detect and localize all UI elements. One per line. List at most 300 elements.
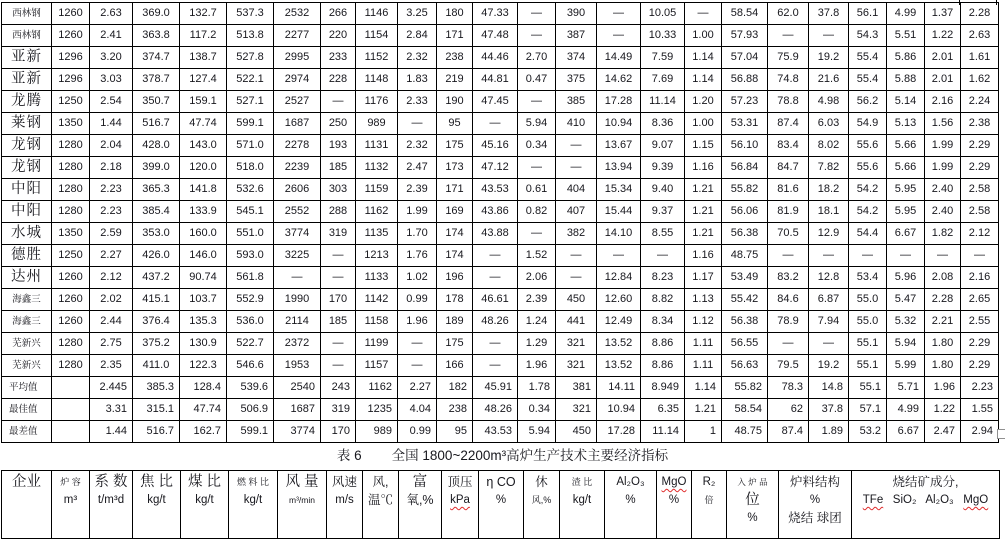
value-cell[interactable]: 415.1 [133,289,180,311]
value-cell[interactable]: 141.8 [180,179,227,201]
value-cell[interactable]: — [768,25,809,47]
value-cell[interactable]: — [641,245,685,267]
value-cell[interactable]: 3.31 [90,399,133,421]
value-cell[interactable]: 321 [556,333,597,355]
enterprise-name-cell[interactable]: 中阳 [2,201,52,223]
value-cell[interactable]: 2239 [274,157,321,179]
value-cell[interactable]: 174 [437,223,473,245]
value-cell[interactable]: 219 [437,69,473,91]
value-cell[interactable]: 190 [437,91,473,113]
value-cell[interactable]: 78.9 [768,311,809,333]
value-cell[interactable]: 2.12 [90,267,133,289]
value-cell[interactable]: 228 [321,69,356,91]
value-cell[interactable]: 17.28 [597,91,641,113]
value-cell[interactable]: 10.05 [641,3,685,25]
value-cell[interactable]: 407 [556,201,597,223]
value-cell[interactable]: 53.49 [722,267,768,289]
value-cell[interactable]: 56.2 [849,91,887,113]
value-cell[interactable]: 1280 [52,135,90,157]
value-cell[interactable]: 1953 [274,355,321,377]
header-cell-blast-speed[interactable] [327,471,363,539]
header-cell-mgo[interactable] [657,471,692,539]
value-cell[interactable]: 5.13 [887,113,925,135]
value-cell[interactable]: 2.16 [961,267,999,289]
value-cell[interactable]: 175 [437,135,473,157]
value-cell[interactable]: 551.0 [227,223,274,245]
value-cell[interactable]: 1.62 [961,69,999,91]
value-cell[interactable]: 8.86 [641,333,685,355]
value-cell[interactable]: — [473,245,518,267]
enterprise-name-cell[interactable]: 龙钢 [2,135,52,157]
value-cell[interactable]: 233 [321,47,356,69]
value-cell[interactable]: 1132 [356,157,398,179]
header-cell-eta-co[interactable] [479,471,524,539]
value-cell[interactable]: 47.12 [473,157,518,179]
value-cell[interactable]: 2.01 [925,47,961,69]
value-cell[interactable]: 55.4 [849,47,887,69]
value-cell[interactable]: 2.47 [925,421,961,443]
value-cell[interactable]: 1260 [52,289,90,311]
value-cell[interactable]: 57.04 [722,47,768,69]
value-cell[interactable]: 1687 [274,113,321,135]
header-cell-r2-basicity[interactable] [692,471,727,539]
enterprise-name-cell[interactable]: 亚新 [2,47,52,69]
value-cell[interactable]: 56.88 [722,69,768,91]
enterprise-name-cell[interactable]: 西林钢 [2,25,52,47]
value-cell[interactable]: 5.71 [887,377,925,399]
value-cell[interactable]: 1.52 [518,245,556,267]
value-cell[interactable]: 83.4 [768,135,809,157]
value-cell[interactable]: 2.63 [961,25,999,47]
value-cell[interactable]: 1.37 [925,3,961,25]
value-cell[interactable]: 2606 [274,179,321,201]
value-cell[interactable]: 162.7 [180,421,227,443]
value-cell[interactable]: 15.34 [597,179,641,201]
value-cell[interactable]: 135.3 [180,311,227,333]
value-cell[interactable]: 546.6 [227,355,274,377]
value-cell[interactable]: — [556,245,597,267]
value-cell[interactable]: 441 [556,311,597,333]
value-cell[interactable]: 79.5 [768,355,809,377]
value-cell[interactable]: 1.78 [518,377,556,399]
value-cell[interactable]: 428.0 [133,135,180,157]
value-cell[interactable]: 2.40 [925,179,961,201]
value-cell[interactable]: 146.0 [180,245,227,267]
value-cell[interactable]: 1.44 [90,113,133,135]
value-cell[interactable]: 56.38 [722,311,768,333]
value-cell[interactable]: 46.61 [473,289,518,311]
enterprise-name-cell[interactable]: 海鑫三 [2,289,52,311]
value-cell[interactable]: — [556,135,597,157]
value-cell[interactable]: 1350 [52,113,90,135]
value-cell[interactable]: 2.32 [398,135,437,157]
value-cell[interactable]: 2.02 [90,289,133,311]
header-cell-al2o3[interactable] [605,471,657,539]
value-cell[interactable]: 1131 [356,135,398,157]
value-cell[interactable]: 1.56 [925,113,961,135]
value-cell[interactable]: 411.0 [133,355,180,377]
value-cell[interactable]: 19.2 [809,355,849,377]
value-cell[interactable]: — [321,91,356,113]
value-cell[interactable]: 5.95 [887,201,925,223]
value-cell[interactable]: 1157 [356,355,398,377]
value-cell[interactable]: 1.76 [398,245,437,267]
value-cell[interactable]: 81.9 [768,201,809,223]
value-cell[interactable]: 989 [356,113,398,135]
value-cell[interactable]: 426.0 [133,245,180,267]
value-cell[interactable]: — [518,223,556,245]
value-cell[interactable]: 0.99 [398,289,437,311]
value-cell[interactable]: 43.88 [473,223,518,245]
enterprise-name-cell[interactable]: 水城 [2,223,52,245]
enterprise-name-cell[interactable]: 龙钢 [2,157,52,179]
value-cell[interactable]: 1.80 [925,333,961,355]
value-cell[interactable]: 1 [685,421,722,443]
value-cell[interactable]: — [556,267,597,289]
value-cell[interactable]: 56.06 [722,201,768,223]
value-cell[interactable]: 2.75 [90,333,133,355]
value-cell[interactable]: — [597,3,641,25]
value-cell[interactable]: — [473,333,518,355]
value-cell[interactable]: 315.1 [133,399,180,421]
value-cell[interactable]: — [398,355,437,377]
value-cell[interactable]: 2.01 [925,69,961,91]
value-cell[interactable]: 1.22 [925,399,961,421]
value-cell[interactable]: 1199 [356,333,398,355]
value-cell[interactable]: 13.94 [597,157,641,179]
value-cell[interactable]: 2.29 [961,157,999,179]
value-cell[interactable]: 83.2 [768,267,809,289]
value-cell[interactable] [52,399,90,421]
value-cell[interactable]: 522.7 [227,333,274,355]
value-cell[interactable]: 8.82 [641,289,685,311]
value-cell[interactable]: 350.7 [133,91,180,113]
header-cell-oxygen-enrichment[interactable] [399,471,442,539]
value-cell[interactable]: 1146 [356,3,398,25]
value-cell[interactable]: 5.94 [518,113,556,135]
value-cell[interactable]: 54.3 [849,25,887,47]
value-cell[interactable]: 3774 [274,421,321,443]
value-cell[interactable]: 44.81 [473,69,518,91]
value-cell[interactable]: 55.1 [849,355,887,377]
value-cell[interactable]: 1.96 [518,355,556,377]
value-cell[interactable]: — [887,245,925,267]
value-cell[interactable]: — [961,245,999,267]
value-cell[interactable]: 56.84 [722,157,768,179]
value-cell[interactable]: 9.07 [641,135,685,157]
value-cell[interactable]: 54.9 [849,113,887,135]
value-cell[interactable]: 13.52 [597,355,641,377]
value-cell[interactable]: 561.8 [227,267,274,289]
value-cell[interactable]: 173 [437,157,473,179]
value-cell[interactable]: — [809,25,849,47]
value-cell[interactable]: 319 [321,399,356,421]
value-cell[interactable]: 0.99 [398,421,437,443]
value-cell[interactable]: 2.44 [90,311,133,333]
value-cell[interactable]: 450 [556,289,597,311]
value-cell[interactable]: 57.93 [722,25,768,47]
value-cell[interactable]: 174 [437,245,473,267]
value-cell[interactable]: 1152 [356,47,398,69]
value-cell[interactable]: 4.99 [887,399,925,421]
header-cell-coke-ratio[interactable] [133,471,181,539]
value-cell[interactable]: 132.7 [180,3,227,25]
value-cell[interactable]: 3.03 [90,69,133,91]
value-cell[interactable]: — [473,267,518,289]
value-cell[interactable]: 2.28 [925,289,961,311]
value-cell[interactable]: 0.34 [518,135,556,157]
value-cell[interactable]: 57.1 [849,399,887,421]
value-cell[interactable]: 10.94 [597,113,641,135]
value-cell[interactable]: 180 [437,3,473,25]
value-cell[interactable]: 1.17 [685,267,722,289]
value-cell[interactable]: 6.35 [641,399,685,421]
value-cell[interactable]: 6.03 [809,113,849,135]
value-cell[interactable]: 382 [556,223,597,245]
value-cell[interactable]: 376.4 [133,311,180,333]
value-cell[interactable]: 2.40 [925,201,961,223]
value-cell[interactable]: 87.4 [768,421,809,443]
value-cell[interactable]: 84.6 [768,289,809,311]
value-cell[interactable]: 2.47 [398,157,437,179]
header-cell-furnace-volume[interactable] [52,471,90,539]
value-cell[interactable]: 2.41 [90,25,133,47]
value-cell[interactable]: 527.8 [227,47,274,69]
value-cell[interactable]: 1280 [52,333,90,355]
value-cell[interactable]: — [685,3,722,25]
value-cell[interactable]: 319 [321,223,356,245]
header-cell-blast-volume[interactable] [278,471,327,539]
enterprise-name-cell[interactable]: 平均值 [2,377,52,399]
value-cell[interactable]: 1.22 [925,25,961,47]
value-cell[interactable]: 18.2 [809,179,849,201]
value-cell[interactable]: — [321,355,356,377]
value-cell[interactable]: 1.16 [685,157,722,179]
value-cell[interactable]: 178 [437,289,473,311]
value-cell[interactable]: 2278 [274,135,321,157]
value-cell[interactable]: 53.2 [849,421,887,443]
value-cell[interactable]: 19.2 [809,47,849,69]
value-cell[interactable]: 552.9 [227,289,274,311]
value-cell[interactable]: 170 [321,421,356,443]
value-cell[interactable]: 13.67 [597,135,641,157]
header-cell-burden-structure[interactable] [779,471,852,539]
value-cell[interactable]: 0.61 [518,179,556,201]
value-cell[interactable]: 2.54 [90,91,133,113]
value-cell[interactable]: — [768,245,809,267]
value-cell[interactable]: 1.99 [925,157,961,179]
value-cell[interactable]: 14.11 [597,377,641,399]
value-cell[interactable]: 54.2 [849,201,887,223]
value-cell[interactable]: — [518,157,556,179]
value-cell[interactable]: 1350 [52,223,90,245]
value-cell[interactable]: 75.9 [768,47,809,69]
value-cell[interactable]: 8.23 [641,267,685,289]
value-cell[interactable]: — [849,245,887,267]
value-cell[interactable]: 48.75 [722,421,768,443]
value-cell[interactable]: 1250 [52,245,90,267]
value-cell[interactable]: 7.59 [641,47,685,69]
value-cell[interactable]: 1148 [356,69,398,91]
value-cell[interactable]: — [321,245,356,267]
value-cell[interactable]: 8.02 [809,135,849,157]
value-cell[interactable]: 2.24 [961,91,999,113]
enterprise-name-cell[interactable]: 芜新兴 [2,355,52,377]
value-cell[interactable]: 8.86 [641,355,685,377]
value-cell[interactable]: 175 [437,333,473,355]
value-cell[interactable]: 5.94 [518,421,556,443]
value-cell[interactable]: 1.11 [685,355,722,377]
value-cell[interactable]: 48.26 [473,311,518,333]
value-cell[interactable]: 5.47 [887,289,925,311]
value-cell[interactable]: 5.96 [887,267,925,289]
value-cell[interactable]: 127.4 [180,69,227,91]
value-cell[interactable]: 2.06 [518,267,556,289]
value-cell[interactable]: 1260 [52,311,90,333]
value-cell[interactable]: 37.8 [809,3,849,25]
value-cell[interactable]: 2.58 [961,201,999,223]
value-cell[interactable]: 7.82 [809,157,849,179]
header-cell-coal-ratio[interactable] [181,471,229,539]
value-cell[interactable]: 18.1 [809,201,849,223]
value-cell[interactable]: — [473,355,518,377]
value-cell[interactable]: 87.4 [768,113,809,135]
value-cell[interactable]: 365.3 [133,179,180,201]
value-cell[interactable]: 3225 [274,245,321,267]
value-cell[interactable]: 185 [321,157,356,179]
value-cell[interactable]: — [518,25,556,47]
value-cell[interactable]: 1213 [356,245,398,267]
value-cell[interactable]: 2.12 [961,223,999,245]
value-cell[interactable]: 1235 [356,399,398,421]
value-cell[interactable]: 1260 [52,25,90,47]
value-cell[interactable]: 169 [437,201,473,223]
value-cell[interactable]: 14.49 [597,47,641,69]
value-cell[interactable]: 2.84 [398,25,437,47]
value-cell[interactable]: 120.0 [180,157,227,179]
value-cell[interactable]: 2.27 [90,245,133,267]
value-cell[interactable]: 43.86 [473,201,518,223]
header-cell-top-pressure[interactable] [442,471,479,539]
header-cell-downtime[interactable] [524,471,560,539]
value-cell[interactable]: 353.0 [133,223,180,245]
value-cell[interactable]: 1158 [356,311,398,333]
value-cell[interactable]: 138.7 [180,47,227,69]
value-cell[interactable]: 14.8 [809,377,849,399]
value-cell[interactable]: 58.54 [722,3,768,25]
value-cell[interactable]: 410 [556,113,597,135]
value-cell[interactable]: 2.28 [961,3,999,25]
value-cell[interactable]: 11.14 [641,91,685,113]
enterprise-name-cell[interactable]: 最佳值 [2,399,52,421]
value-cell[interactable]: 1.55 [961,399,999,421]
value-cell[interactable]: 5.32 [887,311,925,333]
value-cell[interactable]: 12.84 [597,267,641,289]
enterprise-name-cell[interactable]: 最差值 [2,421,52,443]
value-cell[interactable]: 399.0 [133,157,180,179]
value-cell[interactable]: 55.82 [722,179,768,201]
value-cell[interactable]: 1142 [356,289,398,311]
value-cell[interactable]: 10.94 [597,399,641,421]
value-cell[interactable]: 160.0 [180,223,227,245]
value-cell[interactable]: 2.32 [398,47,437,69]
value-cell[interactable]: 1.21 [685,201,722,223]
value-cell[interactable]: 2974 [274,69,321,91]
value-cell[interactable]: 2.63 [90,3,133,25]
value-cell[interactable]: 21.6 [809,69,849,91]
value-cell[interactable]: 2.29 [961,355,999,377]
value-cell[interactable]: 1.99 [398,201,437,223]
value-cell[interactable]: 2.70 [518,47,556,69]
value-cell[interactable]: 2.445 [90,377,133,399]
value-cell[interactable]: 536.0 [227,311,274,333]
value-cell[interactable]: 1.14 [685,377,722,399]
value-cell[interactable]: 103.7 [180,289,227,311]
value-cell[interactable]: 11.14 [641,421,685,443]
value-cell[interactable]: 189 [437,311,473,333]
value-cell[interactable]: 2.65 [961,289,999,311]
value-cell[interactable]: — [809,333,849,355]
value-cell[interactable]: 374.7 [133,47,180,69]
value-cell[interactable]: 193 [321,135,356,157]
value-cell[interactable]: 47.45 [473,91,518,113]
value-cell[interactable]: 989 [356,421,398,443]
value-cell[interactable]: 62 [768,399,809,421]
header-cell-fuel-ratio[interactable] [229,471,278,539]
value-cell[interactable]: — [321,267,356,289]
enterprise-name-cell[interactable]: 德胜 [2,245,52,267]
value-cell[interactable]: 1280 [52,201,90,223]
value-cell[interactable]: 1.13 [685,289,722,311]
value-cell[interactable]: — [556,157,597,179]
value-cell[interactable]: 5.94 [887,333,925,355]
value-cell[interactable]: 516.7 [133,113,180,135]
value-cell[interactable]: 2.23 [90,201,133,223]
value-cell[interactable]: 55.82 [722,377,768,399]
value-cell[interactable]: 2.08 [925,267,961,289]
value-cell[interactable]: 1162 [356,377,398,399]
header-cell-sinter-composition[interactable] [852,471,1000,539]
value-cell[interactable]: 0.34 [518,399,556,421]
value-cell[interactable]: 2527 [274,91,321,113]
value-cell[interactable]: 15.44 [597,201,641,223]
value-cell[interactable]: 4.04 [398,399,437,421]
header-cell-slag-ratio[interactable] [560,471,605,539]
value-cell[interactable]: 196 [437,267,473,289]
value-cell[interactable]: 130.9 [180,333,227,355]
value-cell[interactable]: 2.29 [961,135,999,157]
value-cell[interactable]: 1.70 [398,223,437,245]
value-cell[interactable]: 321 [556,399,597,421]
value-cell[interactable]: 220 [321,25,356,47]
value-cell[interactable]: — [518,3,556,25]
value-cell[interactable]: 1.02 [398,267,437,289]
value-cell[interactable]: 1.89 [809,421,849,443]
value-cell[interactable]: 516.7 [133,421,180,443]
value-cell[interactable]: 53.31 [722,113,768,135]
header-cell-blast-temp[interactable] [363,471,399,539]
value-cell[interactable]: 2.39 [518,289,556,311]
value-cell[interactable]: 8.949 [641,377,685,399]
value-cell[interactable]: 1.15 [685,135,722,157]
value-cell[interactable]: 47.74 [180,399,227,421]
value-cell[interactable]: 599.1 [227,113,274,135]
enterprise-name-cell[interactable]: 龙腾 [2,91,52,113]
value-cell[interactable]: 45.16 [473,135,518,157]
value-cell[interactable]: 369.0 [133,3,180,25]
value-cell[interactable]: 54.4 [849,223,887,245]
value-cell[interactable]: 56.10 [722,135,768,157]
